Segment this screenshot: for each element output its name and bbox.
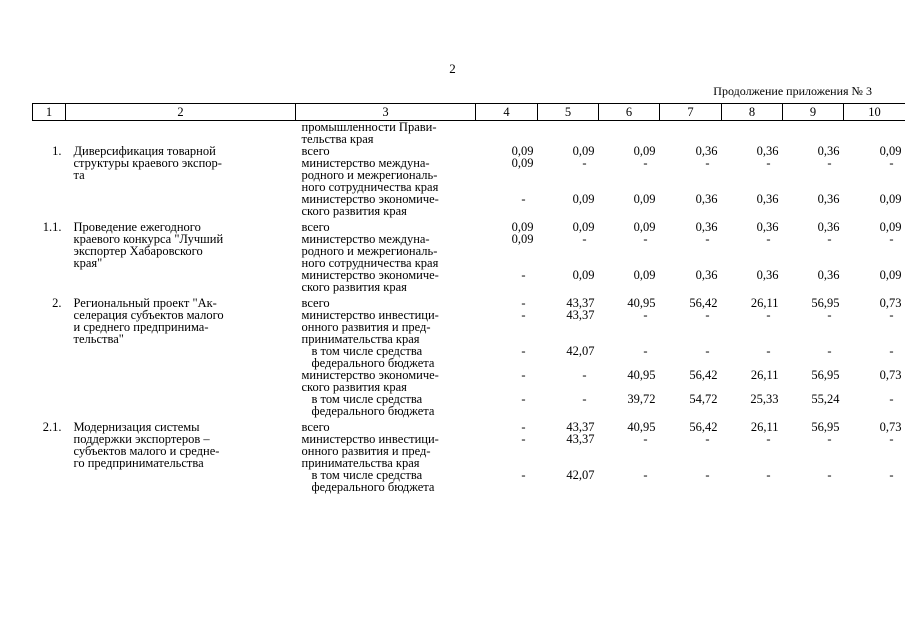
header-cell: 7 [660,104,722,121]
value-cell: - [582,392,587,406]
value-cell: 0,36 [817,268,840,282]
value-cell: - [521,268,526,282]
value-cell: 0,36 [756,192,779,206]
value-cell: 0,36 [695,144,718,158]
value-cell: 0,36 [695,192,718,206]
value-cell: - [582,368,587,382]
value-cell: 0,36 [756,220,779,234]
value-cell: - [582,232,587,246]
value-cell: - [705,232,710,246]
value-cell: 55,24 [811,392,840,406]
value-cell: - [705,308,710,322]
value-cell: - [889,344,894,358]
value-cell: - [521,420,526,434]
header-cell: 5 [538,104,599,121]
value-cell: - [766,156,771,170]
value-cell: 0,36 [756,144,779,158]
budget-table [32,103,905,493]
value-cell: 0,36 [817,144,840,158]
executor-description: министерство междуна- родного и межрегиональ- ного сотрудничества края [301,156,439,194]
executor-description: в том числе средства федерального бюджета [311,344,435,370]
value-cell: - [521,392,526,406]
value-cell: 0,73 [879,420,902,434]
value-cell: - [766,308,771,322]
value-cell: 0,09 [511,144,534,158]
value-cell: - [521,468,526,482]
table-row [33,221,905,233]
value-cell: - [827,468,832,482]
value-cell: - [705,156,710,170]
header-cell: 8 [722,104,783,121]
value-cell: - [827,432,832,446]
value-cell: 56,42 [689,296,718,310]
value-cell: 40,95 [627,368,656,382]
value-cell: - [705,344,710,358]
header-cell: 6 [599,104,660,121]
value-cell: 40,95 [627,296,656,310]
value-cell: - [889,308,894,322]
value-cell: 39,72 [627,392,656,406]
value-cell: - [643,156,648,170]
value-cell: 42,07 [566,344,595,358]
activity-name: Модернизация системы поддержки экспортеров – субъектов малого и средне- го предпринимательства [73,420,220,470]
value-cell: 0,36 [695,220,718,234]
header-cell: 10 [844,104,905,121]
row-index: 1.1. [42,220,62,234]
value-cell: 43,37 [566,420,595,434]
value-cell: - [827,308,832,322]
header-cell: 2 [66,104,296,121]
value-cell: - [766,232,771,246]
value-cell: 0,09 [511,220,534,234]
row-index: 2. [52,296,62,310]
value-cell: - [582,156,587,170]
table-row [33,145,905,157]
table-row [33,421,905,433]
value-cell: - [889,156,894,170]
table-header-row [33,104,905,121]
value-cell: 0,09 [572,144,595,158]
value-cell: 43,37 [566,296,595,310]
value-cell: 0,09 [572,220,595,234]
executor-description: министерство экономиче- ского развития края [301,268,439,294]
value-cell: 26,11 [750,368,779,382]
appendix-continuation-label: Продолжение приложения № 3 [713,84,872,98]
page-number: 2 [449,61,456,76]
executor-description: всего [301,144,330,158]
value-cell: - [521,308,526,322]
value-cell: - [827,344,832,358]
value-cell: - [827,156,832,170]
value-cell: 0,09 [633,220,656,234]
executor-description: министерство инвестици- онного развития и пред- принимательства края [301,432,439,470]
value-cell: 0,09 [633,268,656,282]
value-cell: - [643,344,648,358]
value-cell: - [521,368,526,382]
value-cell: 26,11 [750,296,779,310]
value-cell: - [643,468,648,482]
value-cell: 43,37 [566,308,595,322]
executor-description: всего [301,420,330,434]
value-cell: - [521,432,526,446]
value-cell: 54,72 [689,392,718,406]
header-cell: 9 [783,104,844,121]
value-cell: - [766,344,771,358]
value-cell: 0,73 [879,368,902,382]
value-cell: 0,09 [633,192,656,206]
value-cell: 0,09 [879,220,902,234]
value-cell: - [766,432,771,446]
executor-description: всего [301,220,330,234]
executor-description: министерство экономиче- ского развития края [301,192,439,218]
header-cell: 4 [476,104,538,121]
value-cell: 0,09 [572,192,595,206]
value-cell: - [643,308,648,322]
row-index: 2.1. [42,420,62,434]
value-cell: - [521,296,526,310]
value-cell: - [889,432,894,446]
value-cell: 43,37 [566,432,595,446]
value-cell: 42,07 [566,468,595,482]
value-cell: 56,42 [689,420,718,434]
value-cell: - [705,432,710,446]
value-cell: 0,09 [633,144,656,158]
value-cell: 26,11 [750,420,779,434]
value-cell: - [643,232,648,246]
value-cell: - [889,392,894,406]
executor-description: министерство междуна- родного и межрегиональ- ного сотрудничества края [301,232,439,270]
header-cell: 1 [33,104,66,121]
value-cell: - [889,468,894,482]
row-index: 1. [52,144,62,158]
header-cell: 3 [296,104,476,121]
activity-name: Проведение ежегодного краевого конкурса "Лучший экспортер Хабаровского края" [73,220,224,270]
value-cell: 0,09 [879,144,902,158]
continuation-text: промышленности Прави- тельства края [301,120,437,146]
executor-description: всего [301,296,330,310]
value-cell: 0,73 [879,296,902,310]
value-cell: 25,33 [750,392,779,406]
value-cell: 56,95 [811,296,840,310]
activity-name: Региональный проект "Ак- селерация субъектов малого и среднего предпринима- тельства" [73,296,224,346]
value-cell: - [705,468,710,482]
table-row [33,297,905,309]
value-cell: 56,42 [689,368,718,382]
value-cell: 56,95 [811,420,840,434]
value-cell: - [766,468,771,482]
table-body [33,121,905,494]
value-cell: 0,09 [879,268,902,282]
value-cell: 0,09 [511,232,534,246]
executor-description: министерство инвестици- онного развития и пред- принимательства края [301,308,439,346]
value-cell: - [521,192,526,206]
executor-description: в том числе средства федерального бюджета [311,468,435,494]
value-cell: 0,36 [817,192,840,206]
value-cell: 0,09 [879,192,902,206]
value-cell: 0,36 [817,220,840,234]
value-cell: - [643,432,648,446]
value-cell: - [889,232,894,246]
value-cell: - [521,344,526,358]
value-cell: - [827,232,832,246]
value-cell: 0,36 [756,268,779,282]
executor-description: министерство экономиче- ского развития края [301,368,439,394]
executor-description: в том числе средства федерального бюджета [311,392,435,418]
value-cell: 0,09 [511,156,534,170]
value-cell: 0,09 [572,268,595,282]
value-cell: 56,95 [811,368,840,382]
activity-name: Диверсификация товарной структуры краевого экспор- та [73,144,222,182]
continuation-row [33,121,905,146]
value-cell: 0,36 [695,268,718,282]
value-cell: 40,95 [627,420,656,434]
